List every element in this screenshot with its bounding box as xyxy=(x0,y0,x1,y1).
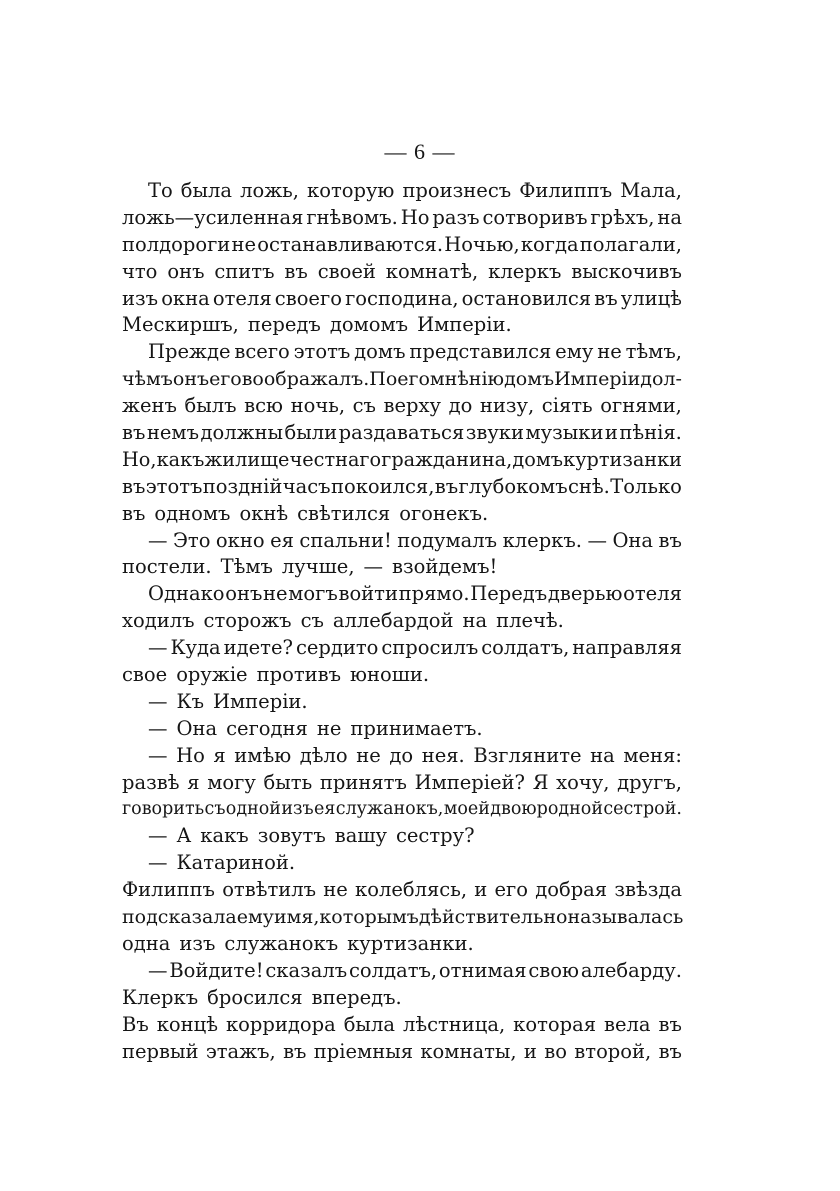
text-line: въ этотъ поздній часъ покоился, въ глубокомъ снѣ. Только xyxy=(122,474,682,498)
text-line: первый этажъ, въ пріемныя комнаты, и во второй, въ xyxy=(122,1039,682,1063)
text-line: — Къ Имперіи. xyxy=(148,689,308,713)
text-line: Въ концѣ корридора была лѣстница, которая вела въ xyxy=(122,1012,682,1036)
text-line: подсказала ему имя, которымъ дѣйствительно называлась xyxy=(122,906,684,929)
text-line: — Войдите! сказалъ солдатъ, отнимая свою алебарду. xyxy=(148,958,682,982)
text-line: чѣмъ онъ его воображалъ. По его мнѣнію домъ Имперіи дол- xyxy=(122,368,682,391)
text-line: въ немъ должны были раздаваться звуки музыки и пѣнія. xyxy=(122,421,682,445)
text-line: одна изъ служанокъ куртизанки. xyxy=(122,931,474,955)
text-line: — Куда идете? сердито спросилъ солдатъ, направляя xyxy=(148,636,682,660)
text-line: Мескиршъ, передъ домомъ Имперіи. xyxy=(122,313,512,337)
body-text xyxy=(122,178,682,1065)
text-line: Но, какъ жилище честнаго гражданина, домъ куртизанки xyxy=(122,447,682,471)
text-line: — Она сегодня не принимаетъ. xyxy=(148,716,483,740)
text-line: Клеркъ бросился впередъ. xyxy=(122,985,402,1009)
text-line: — Это окно ея спальни! подумалъ клеркъ. — Она въ xyxy=(148,528,682,552)
text-line: что онъ спитъ въ своей комнатѣ, клеркъ выскочивъ xyxy=(122,259,682,283)
text-line: женъ былъ всю ночь, съ верху до низу, сіять огнями, xyxy=(122,394,682,418)
page-number: — 6 — xyxy=(384,139,456,164)
text-line: ложь—усиленная гнѣвомъ. Но разъ сотворивъ грѣхъ, на xyxy=(122,205,682,229)
text-line: — Но я имѣю дѣло не до нея. Взгляните на меня: xyxy=(148,743,682,767)
text-line: Прежде всего этотъ домъ представился ему не тѣмъ, xyxy=(148,340,682,364)
text-line: Однако онъ не могъ войти прямо. Передъ дверью отеля xyxy=(148,582,682,606)
text-line: ходилъ сторожъ съ аллебардой на плечѣ. xyxy=(122,609,564,633)
text-line: — А какъ зовутъ вашу сестру? xyxy=(148,824,475,848)
text-line: То была ложь, которую произнесъ Филиппъ Мала, xyxy=(148,179,682,202)
text-line: развѣ я могу быть принятъ Имперіей? Я хочу, другъ, xyxy=(122,770,682,794)
text-line: въ одномъ окнѣ свѣтился огонекъ. xyxy=(122,501,489,525)
text-line: Филиппъ отвѣтилъ не колеблясь, и его добрая звѣзда xyxy=(122,878,682,902)
text-line: свое оружіе противъ юноши. xyxy=(122,663,430,687)
text-line: — Катариной. xyxy=(148,851,296,875)
text-line: изъ окна отеля своего господина, остановился въ улицѣ xyxy=(122,286,682,310)
text-line: говорить съ одной изъ ея служанокъ, моей двоюродной сестрой. xyxy=(122,799,682,820)
text-line: постели. Тѣмъ лучше, — взойдемъ! xyxy=(122,555,498,579)
text-line: полдороги не останавливаются. Ночью, когда полагали, xyxy=(122,232,682,256)
